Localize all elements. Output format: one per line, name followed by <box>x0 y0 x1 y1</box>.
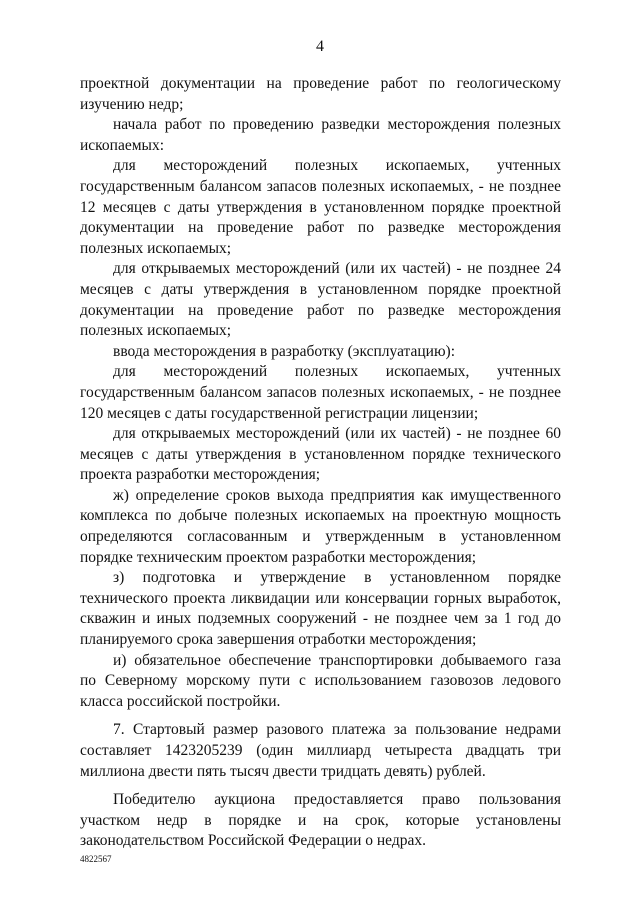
paragraph: и) обязательное обеспечение транспортировки добываемого газа по Северному морскому пути с использованием газовозов ледового класса российской постройки. <box>80 651 561 710</box>
paragraph: для месторождений полезных ископаемых, учтенных государственным балансом запасов полезных ископаемых, - не позднее 12 месяцев с даты утверждения в установленном порядке проектной документации на проведение работ по разведке месторождения полезных ископаемых; <box>80 157 561 257</box>
paragraph: для открываемых месторождений (или их частей) - не позднее 60 месяцев с даты утверждения в установленном порядке технического проекта разработки месторождения; <box>80 425 561 484</box>
paragraph: 7. Стартовый размер разового платежа за пользование недрами составляет 1423205239 (один миллиард четыреста двадцать три миллиона двести пять тысяч двести тридцать девять) рублей. <box>80 721 561 780</box>
paragraph: Победителю аукциона предоставляется право пользования участком недр в порядке и на срок, которые установлены законодательством Российской Федерации о недрах. <box>80 791 561 850</box>
paragraph: для открываемых месторождений (или их частей) - не позднее 24 месяцев с даты утверждения в установленном порядке проектной документации на проведение работ по разведке месторождения полезных ископаемых; <box>80 260 561 340</box>
document-code: 4822567 <box>80 854 112 864</box>
paragraph: начала работ по проведению разведки месторождения полезных ископаемых: <box>80 116 561 154</box>
paragraph: ввода месторождения в разработку (эксплуатацию): <box>113 342 456 360</box>
paragraph: з) подготовка и утверждение в установленном порядке технического проекта ликвидации или консервации горных выработок, скважин и иных подземных сооружений - не позднее чем за 1 год до планируемого срока завершения отработки месторождения; <box>80 569 561 649</box>
paragraph: ж) определение сроков выхода предприятия как имущественного комплекса по добыче полезных ископаемых на проектную мощность определяются согласованным и утвержденным в установленном порядке техническим проектом разработки месторождения; <box>80 486 561 566</box>
paragraph: проектной документации на проведение работ по геологическому изучению недр; <box>80 75 561 113</box>
document-body <box>80 74 561 852</box>
paragraph: для месторождений полезных ископаемых, учтенных государственным балансом запасов полезных ископаемых, - не позднее 120 месяцев с даты государственной регистрации лицензии; <box>80 363 561 422</box>
page-number: 4 <box>316 38 324 55</box>
